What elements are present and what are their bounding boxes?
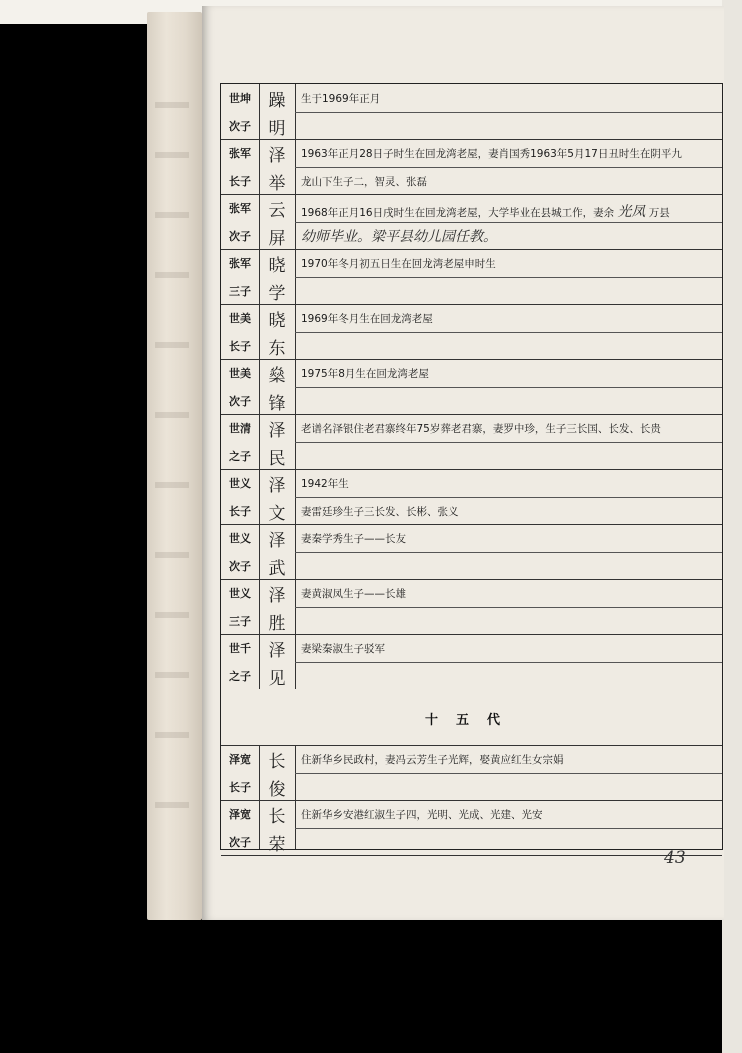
entry-note-line-1 — [301, 311, 718, 326]
name-char-1: 长 — [268, 807, 286, 827]
name-char-2: 荣 — [268, 834, 286, 855]
row-divider — [221, 524, 722, 525]
relation-line-1: 张军 — [229, 202, 251, 215]
note-text: 1942年生 — [301, 478, 349, 490]
entry-note-line-1 — [301, 201, 718, 221]
note-text: 妻梁秦淑生子驳军 — [301, 643, 385, 655]
row-divider-inner — [295, 222, 722, 223]
name-char-2: 举 — [268, 173, 286, 194]
relation-line-1: 泽宽 — [229, 808, 251, 821]
entry-note-line-1 — [301, 91, 718, 106]
name-char-1: 泽 — [268, 476, 286, 496]
row-divider — [221, 194, 722, 195]
row-divider — [221, 745, 722, 746]
entry-note-line-1 — [301, 476, 718, 491]
name-char-2: 文 — [268, 503, 286, 524]
relation-line-2: 三子 — [229, 284, 251, 298]
entry-note-line-1 — [301, 421, 718, 436]
note-text: 1963年正月28日子时生在回龙湾老屋，妻肖国秀1963年5月17日丑时生在阴平九 — [301, 148, 682, 160]
relation-line-1: 泽宽 — [229, 753, 251, 766]
name-char-2: 武 — [268, 558, 286, 579]
entry-note-line-2: 幼师毕业。梁平县幼儿园任教。 — [301, 228, 497, 245]
note-tail: 万县 — [648, 207, 670, 219]
note-text: 妻黄淑凤生子——长雄 — [301, 588, 406, 600]
relation-line-2: 次子 — [229, 835, 251, 849]
page-number: 43 — [664, 848, 686, 868]
relation-line-2: 之子 — [229, 449, 251, 463]
note-text: 1968年正月16日戌时生在回龙湾老屋，大学毕业在县城工作，妻余 — [301, 207, 615, 219]
row-divider-inner — [295, 167, 722, 168]
relation-line-1: 世义 — [229, 477, 251, 490]
relation-line-1: 世美 — [229, 367, 251, 380]
name-char-2: 明 — [268, 118, 286, 139]
row-divider-inner — [295, 607, 722, 608]
name-char-1: 晓 — [268, 311, 286, 331]
note-text: 生于1969年正月 — [301, 93, 381, 105]
relation-line-1: 世义 — [229, 587, 251, 600]
row-divider-inner — [295, 332, 722, 333]
row-divider — [221, 634, 722, 635]
name-char-2: 屏 — [268, 228, 286, 249]
row-divider-inner — [295, 497, 722, 498]
name-char-1: 泽 — [268, 586, 286, 606]
name-char-2: 民 — [268, 448, 286, 469]
entry-note-line-1 — [301, 146, 718, 161]
relation-line-1: 世清 — [229, 422, 251, 435]
name-char-1: 泽 — [268, 531, 286, 551]
entry-note-line-1 — [301, 366, 718, 381]
row-divider-inner — [295, 552, 722, 553]
name-char-1: 燊 — [268, 366, 286, 386]
row-divider-inner — [295, 662, 722, 663]
name-char-1: 云 — [268, 201, 286, 221]
row-divider — [221, 359, 722, 360]
relation-line-2: 长子 — [229, 780, 251, 794]
relation-line-2: 长子 — [229, 504, 251, 518]
relation-line-2: 长子 — [229, 174, 251, 188]
name-char-2: 俊 — [268, 779, 286, 800]
row-divider — [221, 855, 722, 856]
previous-page-edge — [147, 12, 202, 920]
entry-note-line-1 — [301, 752, 718, 767]
relation-line-1: 世义 — [229, 532, 251, 545]
row-divider — [221, 304, 722, 305]
row-divider — [221, 579, 722, 580]
name-char-1: 晓 — [268, 256, 286, 276]
relation-line-2: 三子 — [229, 614, 251, 628]
note-text: 住新华乡民政村，妻冯云芳生子光辉，娶黄应红生女宗娟 — [301, 754, 564, 766]
right-margin — [722, 0, 742, 1053]
note-text: 妻秦学秀生子——长友 — [301, 533, 406, 545]
relation-line-2: 次子 — [229, 229, 251, 243]
name-char-2: 东 — [268, 338, 286, 359]
row-divider — [221, 249, 722, 250]
relation-line-2: 之子 — [229, 669, 251, 683]
entry-note-line-2: 龙山下生子二，智灵、张磊 — [301, 175, 427, 188]
note-text: 1969年冬月生在回龙湾老屋 — [301, 313, 433, 325]
genealogy-table — [220, 83, 723, 855]
name-char-2: 见 — [268, 668, 286, 689]
entry-note-line-1 — [301, 256, 718, 271]
name-char-2: 学 — [268, 283, 286, 304]
entry-note-line-1 — [301, 531, 718, 546]
name-char-2: 锋 — [268, 393, 286, 414]
relation-line-2: 次子 — [229, 394, 251, 408]
generation-heading: 十五代 — [424, 713, 518, 728]
relation-line-2: 长子 — [229, 339, 251, 353]
note-text: 住新华乡安港红淑生子四，光明、光成、光建、光安 — [301, 809, 543, 821]
name-char-2: 胜 — [268, 613, 286, 634]
relation-line-2: 次子 — [229, 119, 251, 133]
row-divider — [221, 800, 722, 801]
row-divider — [221, 139, 722, 140]
name-char-1: 长 — [268, 752, 286, 772]
entry-note-line-1 — [301, 586, 718, 601]
note-text: 老谱名泽银住老君寨终年75岁葬老君寨，妻罗中珍，生子三长国、长发、长贵 — [301, 423, 661, 435]
name-char-1: 泽 — [268, 146, 286, 166]
note-text: 1970年冬月初五日生在回龙湾老屋申时生 — [301, 258, 496, 270]
row-divider — [221, 469, 722, 470]
relation-line-1: 张军 — [229, 147, 251, 160]
name-char-1: 泽 — [268, 421, 286, 441]
relation-line-1: 世美 — [229, 312, 251, 325]
row-divider-inner — [295, 387, 722, 388]
entry-note-line-2: 妻雷廷珍生子三长发、长彬、张义 — [301, 505, 459, 518]
row-divider — [221, 414, 722, 415]
note-text: 1975年8月生在回龙湾老屋 — [301, 368, 429, 380]
row-divider-inner — [295, 773, 722, 774]
relation-line-1: 世千 — [229, 642, 251, 655]
entry-note-line-1 — [301, 641, 718, 656]
row-divider-inner — [295, 112, 722, 113]
row-divider-inner — [295, 828, 722, 829]
relation-line-1: 张军 — [229, 257, 251, 270]
relation-line-2: 次子 — [229, 559, 251, 573]
handwritten-note: 光凤 — [617, 204, 646, 220]
name-char-1: 躁 — [268, 91, 286, 111]
relation-line-1: 世坤 — [229, 92, 251, 105]
name-char-1: 泽 — [268, 641, 286, 661]
entry-note-line-1 — [301, 807, 718, 822]
row-divider-inner — [295, 442, 722, 443]
row-divider-inner — [295, 277, 722, 278]
